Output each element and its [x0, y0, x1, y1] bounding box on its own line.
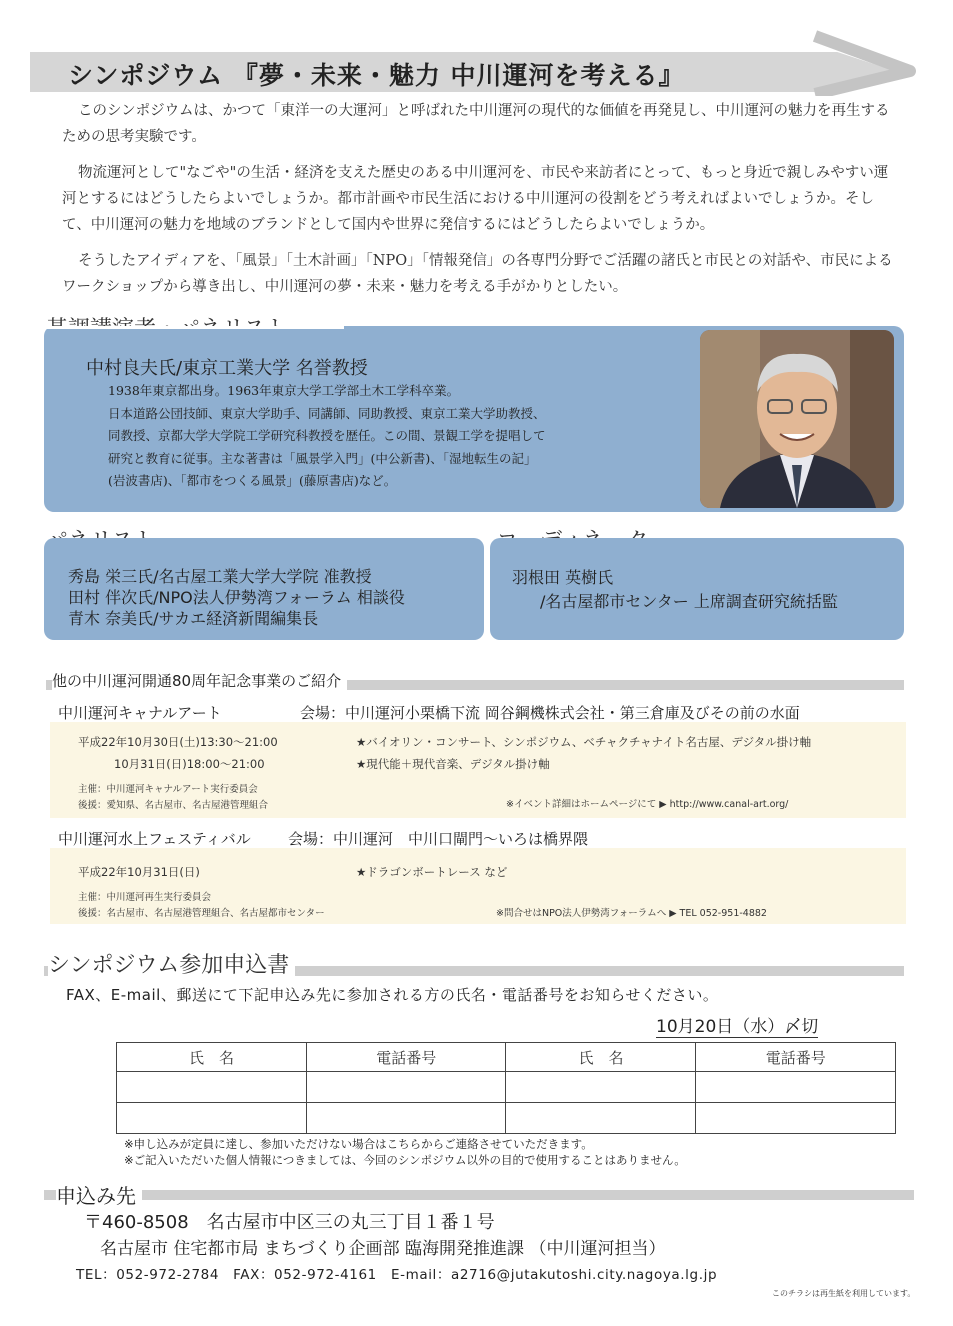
water-festival-name: 中川運河水上フェスティバル	[58, 830, 251, 848]
intro-text	[62, 98, 897, 310]
water-festival-organizer: 主催：中川運河再生実行委員会	[78, 892, 212, 903]
canal-art-note: ※イベント詳細はホームページにて ▶ http://www.canal-art.org/	[506, 799, 789, 810]
name-field[interactable]	[506, 1103, 696, 1134]
contact-office: 名古屋市 住宅都市局 まちづくり企画部 臨海開発推進課 （中川運河担当）	[100, 1239, 666, 1259]
bio-line: 同教授、京都大学大学院工学研究科教授を歴任。この間、景観工学を提唱して	[108, 428, 546, 443]
phone-field[interactable]	[306, 1103, 506, 1134]
column-header-phone: 電話番号	[696, 1043, 896, 1072]
recycled-paper-note: このチラシは再生紙を利用しています。	[772, 1289, 916, 1298]
bio-line: 日本道路公団技師、東京大学助手、同講師、同助教授、東京工業大学助教授、	[108, 405, 546, 421]
canal-art-date-2: 10月31日(日)18:00〜21:00	[114, 757, 265, 771]
intro-paragraph: そうしたアイディアを、「風景」「土木計画」「NPO」「情報発信」の各専門分野でご活躍の諸氏と市民との対話や、市民によるワークショップから導き出し、中川運河の夢・未来・魅力を考える手がかりとしたい。	[62, 253, 893, 295]
canal-art-program-2: ★現代能＋現代音楽、デジタル掛け軸	[356, 757, 550, 771]
column-header-name: 氏 名	[506, 1043, 696, 1072]
bio-line: (岩波書店)、「都市をつくる風景」(藤原書店)など。	[108, 473, 397, 488]
table-row	[117, 1103, 896, 1134]
application-note: ※申し込みが定員に達し、参加いただけない場合はこちらからご連絡させていただきます。	[124, 1137, 593, 1151]
contact-address: 〒460-8508 名古屋市中区三の丸三丁目１番１号	[84, 1212, 495, 1233]
name-field[interactable]	[117, 1072, 307, 1103]
intro-paragraph: このシンポジウムは、かつて「東洋一の大運河」と呼ばれた中川運河の現代的な価値を再発見し、中川運河の魅力を再生するための思考実験です。	[62, 103, 890, 145]
events-heading: 他の中川運河開通80周年記念事業のご紹介	[52, 670, 347, 691]
canal-art-program-1: ★バイオリン・コンサート、シンポジウム、ベチャクチャナイト名古屋、デジタル掛け軸	[356, 735, 812, 749]
water-festival-date: 平成22年10月31日(日)	[78, 865, 200, 879]
table-header-row	[117, 1043, 896, 1072]
phone-field[interactable]	[306, 1072, 506, 1103]
coordinator-box	[490, 538, 904, 640]
application-heading: シンポジウム参加申込書	[48, 948, 295, 979]
name-field[interactable]	[506, 1072, 696, 1103]
speaker-photo	[700, 330, 894, 508]
water-festival-program: ★ドラゴンボートレース など	[356, 865, 508, 879]
application-deadline: 10月20日（水）〆切	[656, 1012, 818, 1038]
application-instructions: FAX、E-mail、郵送にて下記申込み先に参加される方の氏名・電話番号をお知らせください。	[66, 986, 719, 1004]
coordinator-title: /名古屋都市センター 上席調査研究統括監	[540, 592, 838, 611]
panelists-list	[68, 566, 405, 629]
application-notes	[124, 1136, 686, 1168]
water-festival-note: ※問合せはNPO法人伊勢湾フォーラムへ ▶ TEL 052-951-4882	[496, 908, 767, 919]
canal-art-organizer: 主催：中川運河キャナルアート実行委員会	[78, 784, 258, 795]
table-row	[117, 1072, 896, 1103]
bio-line: 1938年東京都出身。1963年東京大学工学部土木工学科卒業。	[108, 383, 460, 398]
application-form-table	[116, 1042, 896, 1134]
name-field[interactable]	[117, 1103, 307, 1134]
panelist-item: 秀島 栄三氏/名古屋工業大学大学院 准教授	[68, 567, 372, 586]
canal-art-venue: 会場：中川運河小栗橋下流 岡谷鋼機株式会社・第三倉庫及びその前の水面	[300, 704, 800, 722]
canal-art-name: 中川運河キャナルアート	[58, 704, 222, 722]
column-header-phone: 電話番号	[306, 1043, 506, 1072]
contact-bar	[44, 1190, 914, 1200]
water-festival-supporter: 後援：名古屋市、名古屋港管理組合、名古屋都市センター	[78, 908, 325, 919]
panelist-item: 青木 奈美氏/サカエ経済新聞編集長	[68, 609, 319, 628]
contact-heading: 申込み先	[56, 1180, 142, 1209]
phone-field[interactable]	[696, 1103, 896, 1134]
divider	[44, 326, 344, 329]
column-header-name: 氏 名	[117, 1043, 307, 1072]
keynote-bio	[108, 380, 698, 493]
canal-art-date-1: 平成22年10月30日(土)13:30〜21:00	[78, 735, 278, 749]
page-title: シンポジウム 『夢・未来・魅力 中川運河を考える』	[68, 61, 685, 90]
contact-phones: TEL：052-972-2784 FAX：052-972-4161 E-mail：a2716@jutakutoshi.city.nagoya.lg.jp	[76, 1267, 718, 1283]
coordinator-name: 羽根田 英樹氏	[512, 568, 614, 587]
arrow-decoration-icon	[810, 26, 920, 96]
water-festival-venue: 会場：中川運河 中川口閘門〜いろは橋界隈	[288, 830, 589, 848]
portrait-image	[700, 330, 894, 508]
canal-art-supporter: 後援：愛知県、名古屋市、名古屋港管理組合	[78, 800, 269, 811]
phone-field[interactable]	[696, 1072, 896, 1103]
keynote-speaker-name: 中村良夫氏/東京工業大学 名誉教授	[86, 358, 368, 379]
bio-line: 研究と教育に従事。主な著書は「風景学入門」(中公新書)、「湿地転生の記」	[108, 450, 537, 466]
intro-paragraph: 物流運河として"なごや"の生活・経済を支えた歴史のある中川運河を、市民や来訪者にとって、もっと身近で親しみやすい運河とするにはどうしたらよいでしょうか。都市計画や市民生活における中川運河の役割をどう考えればよいでしょうか。そして、中川運河の魅力を地域のブランドとして国内や世界に発信するにはどうしたらよいでしょうか。	[62, 165, 889, 233]
application-note: ※ご記入いただいた個人情報につきましては、今回のシンポジウム以外の目的で使用することはありません。	[124, 1153, 686, 1167]
panelist-item: 田村 伴次氏/NPO法人伊勢湾フォーラム 相談役	[68, 588, 405, 607]
